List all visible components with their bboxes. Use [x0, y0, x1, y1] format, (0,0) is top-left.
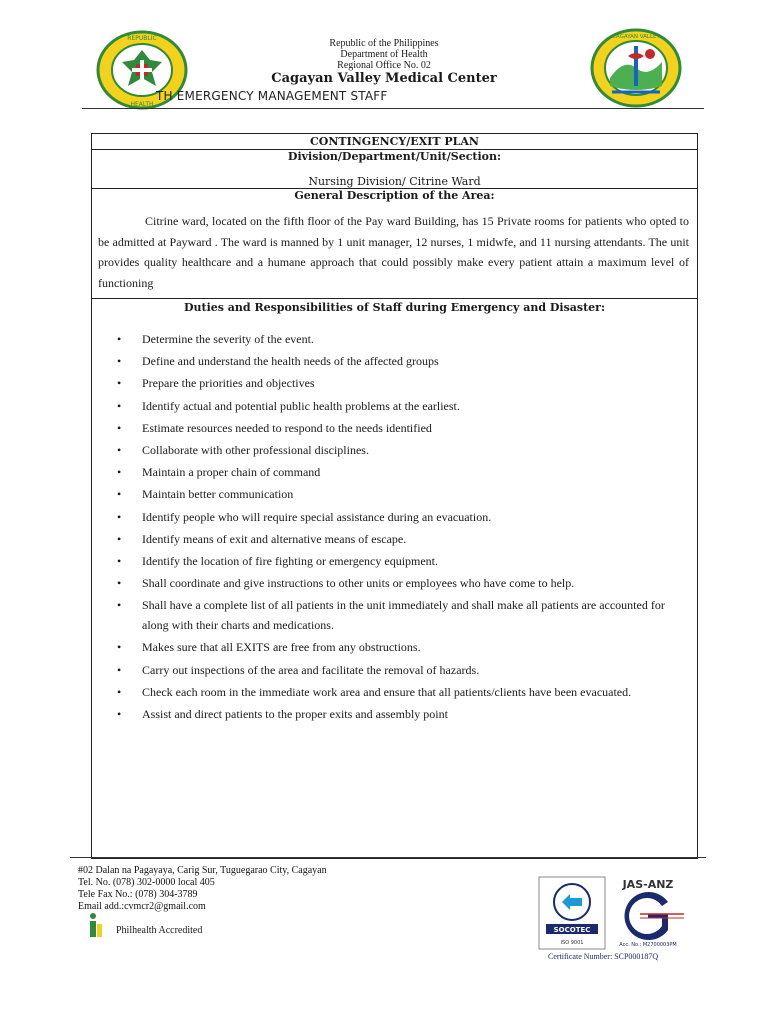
list-item: • Identify actual and potential public health problems at the earliest. [92, 396, 697, 416]
list-item: • Makes sure that all EXITS are free from any obstructions. [92, 637, 697, 657]
letterhead [0, 0, 768, 120]
footer-tel: Tel. No. (078) 302-0000 local 405 [78, 877, 215, 888]
list-item: • Identify people who will require special assistance during an evacuation. [92, 507, 697, 527]
division-section [92, 150, 697, 189]
header-department: Department of Health [340, 49, 428, 60]
list-item: • Determine the severity of the event. [92, 329, 697, 349]
list-item: • Identify means of exit and alternative means of escape. [92, 529, 697, 549]
description-text: Citrine ward, located on the fifth floor of the Pay ward Building, has 15 Private rooms for patients who opted to be admitted at Payward . The ward is manned by 1 unit manager, 12 nurses, 1 midwfe, and 11 nursing attendants. The unit provides quality healthcare and a humane approach that could possibly make every patient attain a maximum level of functioning [98, 214, 689, 290]
footer-contact [78, 865, 327, 913]
jas-anz-badge-icon [610, 876, 686, 950]
description-section [92, 189, 697, 299]
contingency-plan-table [91, 133, 698, 859]
division-label: Division/Department/Unit/Section: [287, 150, 502, 163]
list-item: • Estimate resources needed to respond to the needs identified [92, 418, 697, 438]
description-label: General Description of the Area: [294, 189, 495, 202]
header-regional-office: Regional Office No. 02 [337, 60, 431, 71]
list-item: • Check each room in the immediate work area and ensure that all patients/clients have been evacuated. [92, 682, 697, 702]
certificate-number: Certificate Number: SCP000187Q [548, 952, 659, 961]
cvmc-seal-icon [590, 28, 682, 108]
list-item: • Prepare the priorities and objectives [92, 373, 697, 393]
header-center-name: Cagayan Valley Medical Center [271, 71, 497, 86]
list-item: • Carry out inspections of the area and facilitate the removal of hazards. [92, 660, 697, 680]
socotec-iso-badge-icon [538, 876, 606, 950]
jasanz-label: JAS-ANZ [622, 878, 674, 891]
svg-text:HEALTH: HEALTH [130, 101, 154, 108]
socotec-label: SOCOTEC [553, 926, 591, 934]
svg-text:CAGAYAN VALLEY: CAGAYAN VALLEY [612, 34, 660, 40]
philhealth-logo-icon [88, 912, 104, 938]
footer-email: Email add.:cvmcr2@gmail.com [78, 901, 206, 912]
duties-list [92, 329, 697, 724]
header-divider [82, 108, 704, 109]
duties-label: Duties and Responsibilities of Staff during Emergency and Disaster: [183, 301, 606, 314]
list-item: • Shall have a complete list of all patients in the unit immediately and shall make all patients are accounted for along with their charts and medications. [92, 595, 697, 635]
list-item: • Collaborate with other professional disciplines. [92, 440, 697, 460]
header-staff-line: TH EMERGENCY MANAGEMENT STAFF [156, 89, 388, 103]
header-republic: Republic of the Philippines [329, 38, 439, 49]
division-value: Nursing Division/ Citrine Ward [308, 175, 481, 188]
svg-text:REPUBLIC: REPUBLIC [127, 35, 157, 42]
list-item: • Define and understand the health needs of the affected groups [92, 351, 697, 371]
list-item: • Shall coordinate and give instructions to other units or employees who have come to help. [92, 573, 697, 593]
footer-divider [70, 857, 706, 858]
acc-number: Acc. No.: M2700003PM [619, 942, 677, 948]
footer-telefax: Tele Fax No.: (078) 304-3789 [78, 889, 198, 900]
philhealth-accredited-label: Philhealth Accredited [116, 925, 203, 936]
plan-title: CONTINGENCY/EXIT PLAN [92, 134, 697, 150]
list-item: • Assist and direct patients to the proper exits and assembly point [92, 704, 697, 724]
iso-label: ISO 9001 [560, 940, 584, 946]
duties-section [92, 299, 697, 858]
footer-address: #02 Dalan na Pagayaya, Carig Sur, Tuguegarao City, Cagayan [78, 865, 327, 876]
list-item: • Identify the location of fire fighting or emergency equipment. [92, 551, 697, 571]
list-item: • Maintain better communication [92, 484, 697, 504]
list-item: • Maintain a proper chain of command [92, 462, 697, 482]
